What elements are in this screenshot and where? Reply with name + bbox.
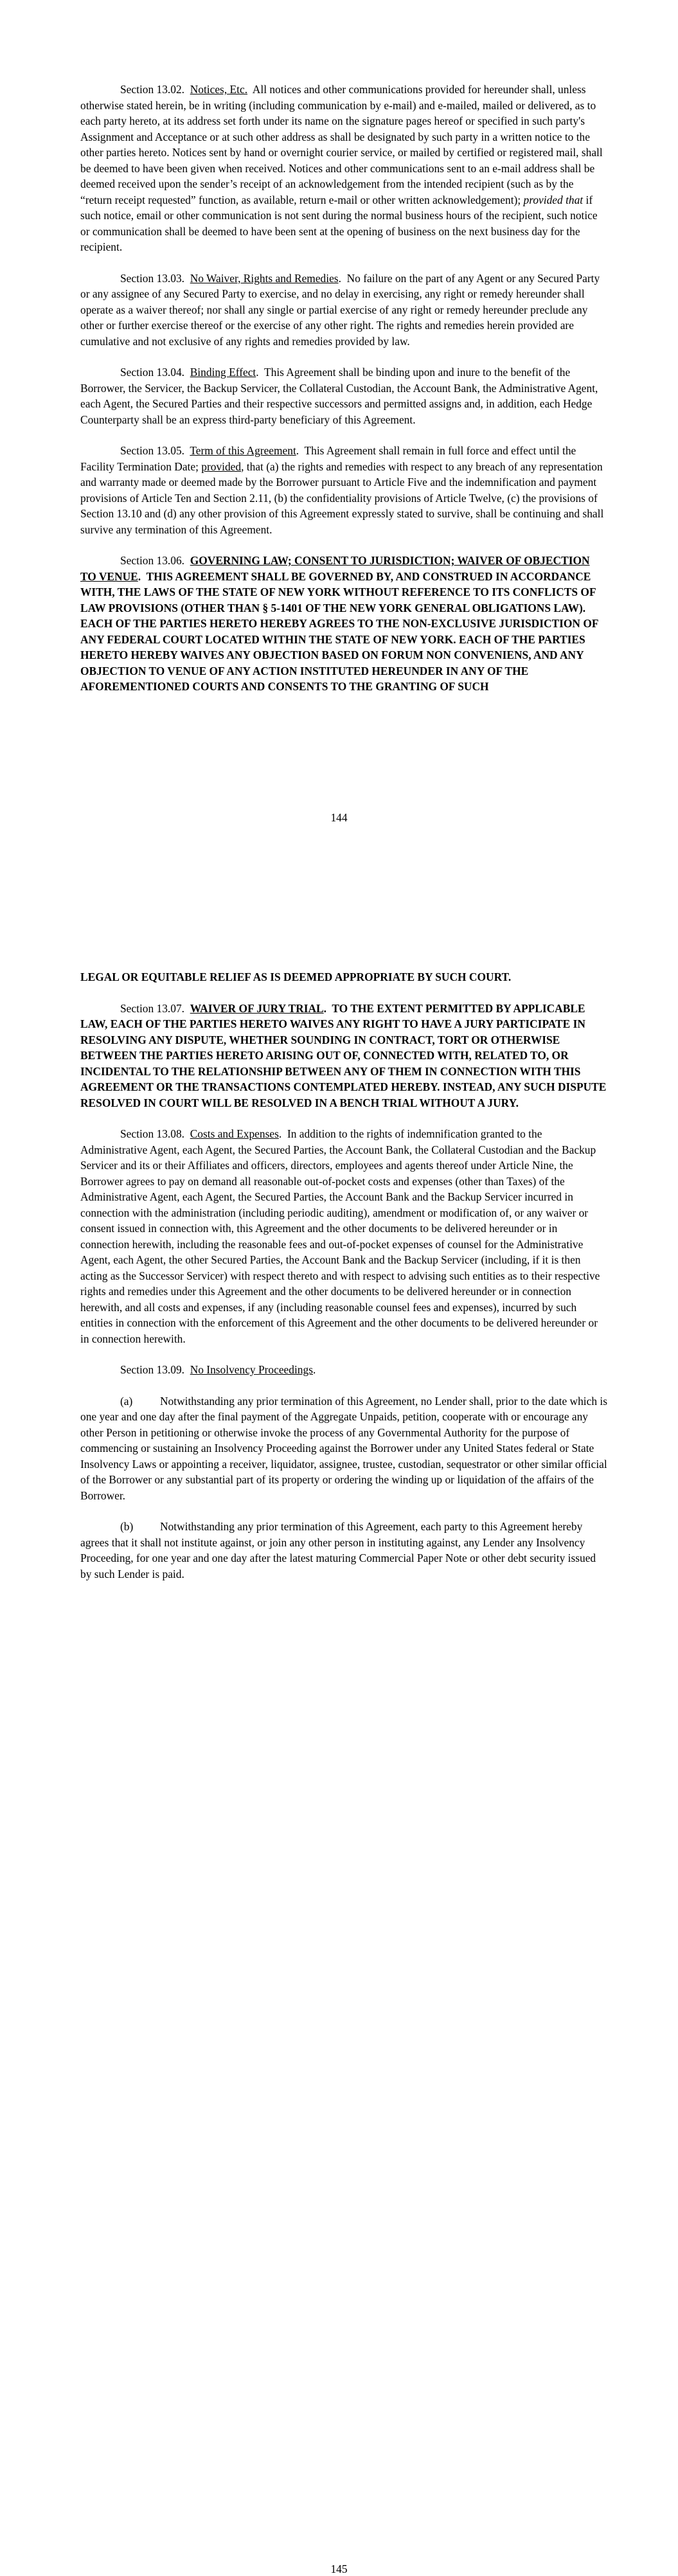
section-number: Section 13.03. xyxy=(120,271,184,285)
section-number: Section 13.02. xyxy=(120,83,184,96)
section-number: Section 13.05. xyxy=(120,444,184,457)
provided-term: provided xyxy=(201,460,242,473)
page-144 xyxy=(0,0,678,874)
subsection-label: (b) xyxy=(120,1520,134,1533)
section-13-07: Section 13.07. WAIVER OF JURY TRIAL. TO THE EXTENT PERMITTED BY APPLICABLE LAW, EACH OF THE PARTIES HERETO WAIVES ANY RIGHT TO HAVE A JURY PARTICIPATE IN RESOLVING ANY DISPUTE, WHETHER SOUNDING IN CONTRACT, TORT OR OTHERWISE BETWEEN THE PARTIES HERETO ARISING OUT OF, CONNECTED WITH, RELATED TO, OR INCIDENTAL TO THE RELATIONSHIP BETWEEN ANY OF THEM IN CONNECTION WITH THIS AGREEMENT OR THE TRANSACTIONS CONTEMPLATED HEREBY. INSTEAD, ANY SUCH DISPUTE RESOLVED IN COURT WILL BE RESOLVED IN A BENCH TRIAL WITHOUT A JURY. xyxy=(80,1001,607,1109)
section-text-continued: , that (a) the rights and remedies with respect to any breach of any representation and warranty made or deemed made by the Borrower pursuant to Article Five and the indemnification and payment provisions of Article Ten and Section 2.11, (b) the confidentiality provisions of Article Twelve, (c) the provisions of Section 13.10 and (d) any other provision of this Agreement expressly stated to survive, shall be continuing and shall survive any termination of this Agreement. xyxy=(80,460,604,536)
subsection-label: (a) xyxy=(120,1394,133,1408)
section-title: Notices, Etc. xyxy=(190,83,248,96)
section-number: Section 13.06. xyxy=(120,554,184,567)
section-number: Section 13.08. xyxy=(120,1127,184,1140)
page-body xyxy=(80,82,607,710)
section-text: No failure on the part of any Agent or any Secured Party or any assignee of any Secured Party to exercise, and no delay in exercising, any right or remedy hereunder shall operate as a waiver thereof; nor shall any single or partial exercise of any right or remedy hereunder preclude any other or further exercise thereof or the exercise of any other right. The rights and remedies herein provided are cumulative and not exclusive of any rights and remedies provided by law. xyxy=(80,271,600,348)
section-text-continued: if such notice, email or other communication is not sent during the normal business hours of the recipient, such notice or communication shall be deemed to have been sent at the opening of business on the next business day for the recipient. xyxy=(80,193,598,253)
section-title: GOVERNING LAW; CONSENT TO JURISDICTION; WAIVER OF OBJECTION TO VENUE xyxy=(80,554,590,583)
section-title: Term of this Agreement xyxy=(190,444,296,457)
subsection-text: Notwithstanding any prior termination of this Agreement, no Lender shall, prior to the date which is one year and one day after the final payment of the Aggregate Unpaids, petition, cooperate with or encourage any other Person in petitioning or otherwise invoke the process of any Governmental Authority for the purpose of commencing or sustaining an Insolvency Proceeding against the Borrower under any United States federal or State Insolvency Laws or appointing a receiver, liquidator, assignee, trustee, custodian, sequestrator or other similar official of the Borrower or any substantial part of its property or ordering the winding up or liquidation of the affairs of the Borrower. xyxy=(80,1394,607,1502)
section-13-03: Section 13.03. No Waiver, Rights and Remedies. No failure on the part of any Agent or any Secured Party or any assignee of any Secured Party to exercise, and no delay in exercising, any right or remedy hereunder shall operate as a waiver thereof; nor shall any single or partial exercise of any right or remedy hereunder preclude any other or further exercise thereof or the exercise of any other right. The rights and remedies herein provided are cumulative and not exclusive of any rights and remedies provided by law. xyxy=(80,271,600,348)
page-number: 144 xyxy=(330,811,348,824)
section-title: No Waiver, Rights and Remedies xyxy=(190,271,339,285)
section-text: THIS AGREEMENT SHALL BE GOVERNED BY, AND CONSTRUED IN ACCORDANCE WITH, THE LAWS OF THE STATE OF NEW YORK WITHOUT REFERENCE TO ITS CONFLICTS OF LAW PROVISIONS (OTHER THAN § 5-1401 OF THE NEW YORK GENERAL OBLIGATIONS LAW). EACH OF THE PARTIES HERETO HEREBY AGREES TO THE NON-EXCLUSIVE JURISDICTION OF ANY FEDERAL COURT LOCATED WITHIN THE STATE OF NEW YORK. EACH OF THE PARTIES HERETO HEREBY WAIVES ANY OBJECTION BASED ON FORUM NON CONVENIENS, AND ANY OBJECTION TO VENUE OF ANY ACTION INSTITUTED HEREUNDER IN ANY OF THE AFOREMENTIONED COURTS AND CONSENTS TO THE GRANTING OF SUCH xyxy=(80,569,598,693)
section-number: Section 13.07. xyxy=(120,1001,184,1015)
section-13-08: Section 13.08. Costs and Expenses. In addition to the rights of indemnification granted to the Administrative Agent, each Agent, the Secured Parties, the Account Bank, the Collateral Custodian and the Backup Servicer and its or their Affiliates and officers, directors, employees and agents thereof under Article Nine, the Borrower agrees to pay on demand all reasonable out-of-pocket costs and expenses (other than Taxes) of the Administrative Agent, each Agent, the Secured Parties, the Account Bank and the Backup Servicer incurred in connection with the administration (including periodic auditing), amendment or modification of, or any waiver or consent issued in connection with, this Agreement and the other documents to be delivered hereunder or in connection herewith, including the reasonable fees and out-of-pocket expenses of counsel for the Administrative Agent, each Agent, the other Secured Parties, the Account Bank and the Backup Servicer (including, if it is then acting as the Successor Servicer) with respect thereto and with respect to advising such entities as to their respective rights and remedies under this Agreement and the other documents to be delivered hereunder or in connection herewith, and all costs and expenses, if any (including reasonable counsel fees and expenses), incurred by such entities in connection with the enforcement of this Agreement and the other documents to be delivered hereunder or in connection herewith. xyxy=(80,1127,600,1345)
section-13-06-continuation: LEGAL OR EQUITABLE RELIEF AS IS DEEMED APPROPRIATE BY SUCH COURT. xyxy=(80,970,512,983)
section-text: All notices and other communications provided for hereunder shall, unless otherwise stated herein, be in writing (including communication by e-mail) and e-mailed, mailed or delivered, as to each party hereto, at its address set forth under its name on the signature pages hereof or specified in such party's Assignment and Acceptance or at such other address as shall be designated by such party in a written notice to the other parties hereto. Notices sent by hand or overnight courier service, or mailed by certified or registered mail, shall be deemed to have been given when received. Notices and other communications sent to an e-mail address shall be deemed received upon the sender’s receipt of an acknowledgement from the intended recipient (such as by the “return receipt requested” function, as available, return e-mail or other written acknowledgement); xyxy=(80,83,603,206)
subsection-text: Notwithstanding any prior termination of this Agreement, each party to this Agreement hereby agrees that it shall not institute against, or join any other person in instituting against, any Lender any Insolvency Proceeding, for one year and one day after the latest maturing Commercial Paper Note or other debt security issued by such Lender is paid. xyxy=(80,1520,596,1580)
section-title: Binding Effect xyxy=(190,366,256,379)
section-text: This Agreement shall remain in full force and effect until the Facility Termination Date; xyxy=(80,444,576,473)
italic-proviso: provided that xyxy=(523,193,584,206)
section-text: This Agreement shall be binding upon and inure to the benefit of the Borrower, the Servicer, the Backup Servicer, the Collateral Custodian, the Account Bank, the Administrative Agent, each Agent, the Secured Parties and their respective successors and permitted assigns and, in addition, each Hedge Counterparty shall be an express third-party beneficiary of this Agreement. xyxy=(80,366,598,426)
subsection-a xyxy=(80,1393,607,1504)
section-text: TO THE EXTENT PERMITTED BY APPLICABLE LAW, EACH OF THE PARTIES HERETO WAIVES ANY RIGHT TO HAVE A JURY PARTICIPATE IN RESOLVING ANY DISPUTE, WHETHER SOUNDING IN CONTRACT, TORT OR OTHERWISE BETWEEN THE PARTIES HERETO ARISING OUT OF, CONNECTED WITH, RELATED TO, OR INCIDENTAL TO THE RELATIONSHIP BETWEEN ANY OF THEM IN CONNECTION WITH THIS AGREEMENT OR THE TRANSACTIONS CONTEMPLATED HEREBY. INSTEAD, ANY SUCH DISPUTE RESOLVED IN COURT WILL BE RESOLVED IN A BENCH TRIAL WITHOUT A JURY. xyxy=(80,1001,607,1109)
section-text: In addition to the rights of indemnification granted to the Administrative Agent, each Agent, the Secured Parties, the Account Bank, the Collateral Custodian and the Backup Servicer and its or their Affiliates and officers, directors, employees and agents thereof under Article Nine, the Borrower agrees to pay on demand all reasonable out-of-pocket costs and expenses (other than Taxes) of the Administrative Agent, each Agent, the Secured Parties, the Account Bank and the Backup Servicer incurred in connection with the administration (including periodic auditing), amendment or modification of, or any waiver or consent issued in connection with, this Agreement and the other documents to be delivered hereunder or in connection herewith, including the reasonable fees and out-of-pocket expenses of counsel for the Administrative Agent, each Agent, the other Secured Parties, the Account Bank and the Backup Servicer (including, if it is then acting as the Successor Servicer) with respect thereto and with respect to advising such entities as to their respective rights and remedies under this Agreement and the other documents to be delivered hereunder or in connection herewith, and all costs and expenses, if any (including reasonable counsel fees and expenses), incurred by such entities in connection with the enforcement of this Agreement and the other documents to be delivered hereunder or in connection herewith. xyxy=(80,1127,600,1345)
section-13-06: Section 13.06. GOVERNING LAW; CONSENT TO JURISDICTION; WAIVER OF OBJECTION TO VENUE. THIS AGREEMENT SHALL BE GOVERNED BY, AND CONSTRUED IN ACCORDANCE WITH, THE LAWS OF THE STATE OF NEW YORK WITHOUT REFERENCE TO ITS CONFLICTS OF LAW PROVISIONS (OTHER THAN § 5-1401 OF THE NEW YORK GENERAL OBLIGATIONS LAW). EACH OF THE PARTIES HERETO HEREBY AGREES TO THE NON-EXCLUSIVE JURISDICTION OF ANY FEDERAL COURT LOCATED WITHIN THE STATE OF NEW YORK. EACH OF THE PARTIES HERETO HEREBY WAIVES ANY OBJECTION BASED ON FORUM NON CONVENIENS, AND ANY OBJECTION TO VENUE OF ANY ACTION INSTITUTED HEREUNDER IN ANY OF THE AFOREMENTIONED COURTS AND CONSENTS TO THE GRANTING OF SUCH xyxy=(80,554,598,693)
section-13-02 xyxy=(80,82,607,255)
section-13-04: Section 13.04. Binding Effect. This Agreement shall be binding upon and inure to the benefit of the Borrower, the Servicer, the Backup Servicer, the Collateral Custodian, the Account Bank, the Administrative Agent, each Agent, the Secured Parties and their respective successors and permitted assigns and, in addition, each Hedge Counterparty shall be an express third-party beneficiary of this Agreement. xyxy=(80,366,598,426)
page-number: 145 xyxy=(330,2563,348,2575)
section-title: WAIVER OF JURY TRIAL xyxy=(190,1001,324,1015)
section-13-09: Section 13.09. No Insolvency Proceedings. xyxy=(120,1363,316,1376)
section-number: Section 13.09. xyxy=(120,1363,184,1376)
subsection-b xyxy=(80,1519,607,1582)
section-13-05: Section 13.05. Term of this Agreement. This Agreement shall remain in full force and effect until the Facility Termination Date; provided, that (a) the rights and remedies with respect to any breach of any representation and warranty made or deemed made by the Borrower pursuant to Article Five and the indemnification and payment provisions of Article Ten and Section 2.11, (b) the confidentiality provisions of Article Twelve, (c) the provisions of Section 13.10 and (d) any other provision of this Agreement expressly stated to survive, shall be continuing and shall survive any termination of this Agreement. xyxy=(80,444,604,536)
page-145 xyxy=(0,874,678,2575)
section-title: Costs and Expenses xyxy=(190,1127,279,1140)
section-number: Section 13.04. xyxy=(120,366,184,379)
section-title: No Insolvency Proceedings xyxy=(190,1363,313,1376)
page-body xyxy=(80,969,607,1597)
